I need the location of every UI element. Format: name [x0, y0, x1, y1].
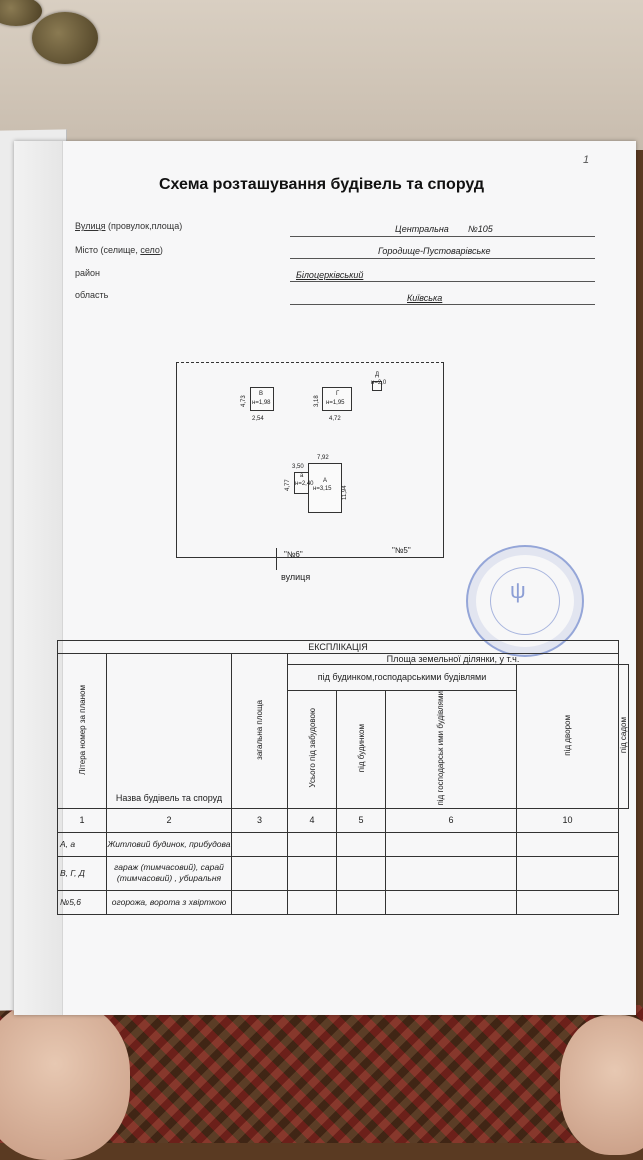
cell: [386, 832, 517, 856]
district-value: Білоцерківський: [296, 270, 364, 280]
cell: [337, 832, 386, 856]
building-a2-height: н=2,40: [295, 481, 314, 487]
cell: [288, 890, 337, 914]
cell: [288, 856, 337, 890]
cell: [232, 832, 288, 856]
col-yard: [517, 665, 619, 809]
cell: [517, 856, 619, 890]
num-5: 5: [337, 808, 386, 832]
building-d-letter: Д: [375, 372, 380, 378]
group-built: під будинком,господарськими будівлями: [288, 665, 517, 691]
number-row: [58, 808, 629, 832]
cell: [517, 890, 619, 914]
cell: [337, 890, 386, 914]
col-house: [337, 691, 386, 809]
city-label-underlined: село: [140, 245, 160, 255]
street-label-rest: (провулок,площа): [105, 221, 183, 231]
cell: [517, 832, 619, 856]
col-garden: [619, 665, 629, 809]
building-a2-letter: а: [300, 473, 304, 479]
building-v: [250, 387, 274, 411]
table-title: ЕКСПЛІКАЦІЯ: [58, 641, 619, 654]
col-litera: [58, 654, 107, 809]
row-name: огорожа, ворота з хвірткою: [107, 890, 232, 914]
col-garden-text: під садом: [619, 717, 628, 754]
col-household-text: під господарськ ими будівлями: [436, 691, 445, 806]
table-row: [58, 832, 629, 856]
building-v-width: 2,54: [252, 416, 264, 422]
cell: [232, 890, 288, 914]
street-value: Центральна: [395, 224, 449, 234]
region-label: область: [75, 290, 109, 300]
col-total: [232, 654, 288, 809]
building-v-letter: В: [259, 391, 264, 397]
street-label: [75, 221, 182, 231]
building-a-height: н=3,15: [313, 486, 332, 492]
district-line: [290, 281, 595, 282]
num-2: 2: [107, 808, 232, 832]
city-line: [290, 258, 595, 259]
city-value: Городище-Пустоварівське: [378, 246, 491, 256]
col-household: [386, 691, 517, 809]
building-g-height: н=1,95: [326, 400, 345, 406]
building-a2-side: 4,77: [285, 479, 291, 491]
building-a2-top: 3,50: [292, 464, 304, 470]
col-all-built: [288, 691, 337, 809]
explication-table: [57, 640, 629, 915]
row-litera: №5,6: [58, 890, 107, 914]
col-house-text: під будинком: [356, 724, 366, 773]
building-a: [308, 463, 342, 513]
region-line: [290, 304, 595, 305]
num-6: 6: [386, 808, 517, 832]
city-label-end: ): [159, 245, 163, 255]
num-1: 1: [58, 808, 107, 832]
cell: [386, 890, 517, 914]
cell: [288, 832, 337, 856]
row-name: гараж (тимчасовий), сарай (тимчасовий) , убиральня: [107, 856, 232, 890]
building-g: [322, 387, 352, 411]
table-row: [58, 856, 629, 890]
cell: [337, 856, 386, 890]
building-a-side: 11,94: [342, 485, 348, 500]
num-10: 10: [517, 808, 619, 832]
page-number: 1: [583, 154, 590, 166]
building-d-height: н=2,0: [371, 380, 387, 386]
region-value: Київська: [407, 293, 443, 303]
row-litera: А, а: [58, 832, 107, 856]
group-area: Площа земельної ділянки, у т.ч.: [288, 654, 619, 665]
hand-right: [560, 1015, 643, 1155]
row-name: Житловий будинок, прибудова: [107, 832, 232, 856]
row-litera: В, Г, Д: [58, 856, 107, 890]
cell: [232, 856, 288, 890]
col-name: [107, 654, 232, 809]
trident-icon: ψ: [510, 578, 526, 603]
table-row: [58, 890, 629, 914]
building-a-letter: А: [323, 478, 328, 484]
site-plan-boundary: [176, 362, 444, 558]
sheet-binding: [14, 141, 63, 1015]
coin: [32, 12, 98, 64]
street-tick: [276, 548, 277, 570]
house-value: №105: [468, 224, 493, 234]
cell: [386, 856, 517, 890]
col-litera-text: Літера номер за планом: [77, 684, 87, 775]
col-total-text: загальна площа: [255, 699, 264, 760]
col-all-built-text: Усього під забудовою: [307, 708, 317, 789]
col-yard-text: під двором: [563, 714, 572, 756]
street-label-plan: вулиця: [281, 572, 311, 582]
street-label-underlined: Вулиця: [75, 221, 106, 231]
num-4: 4: [288, 808, 337, 832]
building-v-height: н=1,98: [252, 400, 271, 406]
page-title: Схема розташування будівель та споруд: [158, 176, 485, 193]
city-label: [75, 245, 163, 255]
building-g-side: 3,18: [314, 395, 320, 407]
hand-left: [0, 1000, 130, 1160]
building-a2: [294, 472, 314, 494]
table-surface: [0, 0, 643, 150]
fence-label-5: "№5": [392, 546, 411, 555]
building-v-side: 4,73: [241, 395, 247, 407]
building-a-top: 7,92: [317, 455, 329, 461]
num-3: 3: [232, 808, 288, 832]
building-g-letter: Г: [336, 391, 340, 397]
building-g-width: 4,72: [329, 416, 341, 422]
fence-label-6: "№6": [284, 550, 303, 559]
street-line: [290, 236, 595, 237]
city-label-start: Місто (селище,: [75, 245, 141, 255]
district-label: район: [75, 268, 101, 278]
col-name-text: Назва будівель та споруд: [115, 792, 223, 803]
